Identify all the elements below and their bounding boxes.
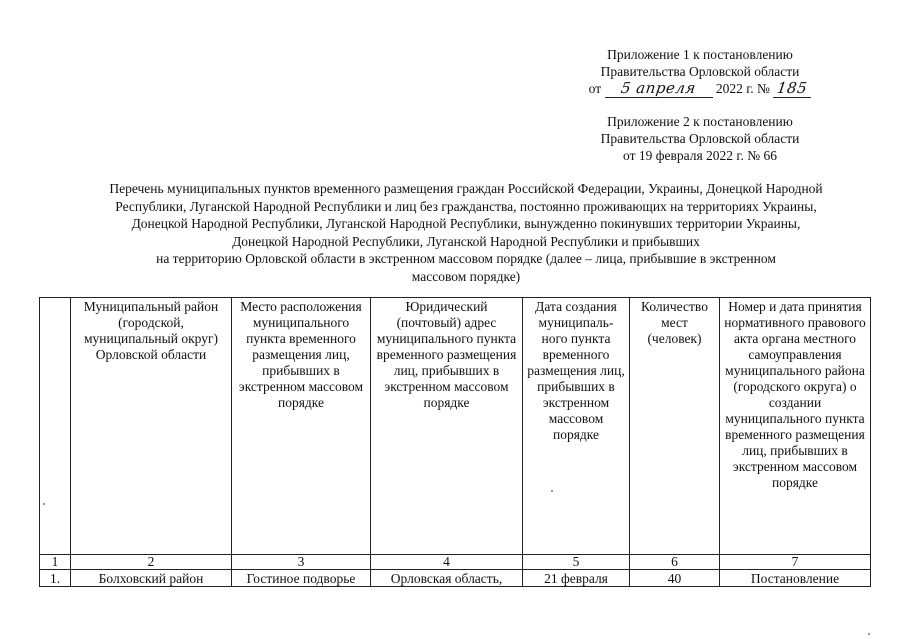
scan-speck: [43, 503, 45, 505]
appendix-2-line-2: Правительства Орловской области: [600, 131, 800, 146]
title-line: на территорию Орловской области в экстренном массовом порядке (далее – лица, прибывшие в экстренном: [156, 251, 776, 266]
appendix-1-from: от: [588, 81, 602, 96]
title-line: Донецкой Народной Республики, Луганской Народной Республики, вынужденно покинувших территории Украины,: [131, 216, 801, 231]
header-cell-capacity: Количество мест (человек): [630, 298, 720, 555]
appendix-1-handwritten-date: 5 апреля: [619, 79, 698, 97]
title-line: Республики, Луганской Народной Республики и лиц без гражданства, постоянно проживающих на территориях Украины,: [115, 198, 817, 214]
row-district: Болховский район: [71, 570, 232, 587]
table-row: [40, 570, 871, 587]
scan-speck: [551, 490, 553, 492]
appendix-1-date-line: [560, 80, 840, 98]
table-header-row: [40, 298, 871, 555]
row-location: Гостиное подворье: [232, 570, 371, 587]
appendix-1-handwritten-number: 185: [776, 79, 809, 97]
header-cell-address: Юридический (почтовый) адрес муниципального пункта временного размещения лиц, прибывших в экстренном массовом порядке: [371, 298, 523, 555]
appendix-2-line-1: Приложение 2 к постановлению: [607, 114, 793, 129]
title-line: Донецкой Народной Республики, Луганской Народной Республики и прибывших: [232, 233, 700, 249]
header-cell-district: Муниципальный район (городской, муниципальный округ) Орловской области: [71, 298, 232, 555]
column-number: 7: [720, 555, 871, 570]
title-line: Перечень муниципальных пунктов временного размещения граждан Российской Федерации, Украины, Донецкой Народной: [109, 181, 823, 196]
column-number: 3: [232, 555, 371, 570]
appendix-1-line-1: Приложение 1 к постановлению: [607, 47, 793, 62]
appendix-1-block: [560, 46, 840, 98]
appendix-1-date-field: [605, 80, 713, 98]
title-line: массовом порядке): [411, 268, 521, 284]
header-cell-date: Дата создания муниципаль-ного пункта временного размещения лиц, прибывших в экстренном массовом порядке: [523, 298, 630, 555]
column-number: 6: [630, 555, 720, 570]
row-capacity: 40: [630, 570, 720, 587]
shelters-table: [39, 297, 871, 587]
appendix-2-line-3: от 19 февраля 2022 г. № 66: [623, 148, 777, 163]
row-date: 21 февраля: [523, 570, 630, 587]
header-cell-act: Номер и дата принятия нормативного правового акта органа местного самоуправления муниципального района (городского округа) о создании муниципального пункта временного размещения лиц, прибывших в экстренном массовом порядке: [720, 298, 871, 555]
column-number: 5: [523, 555, 630, 570]
scan-speck: [868, 633, 870, 635]
row-index: 1.: [40, 570, 71, 587]
appendix-1-line-2: Правительства Орловской области: [600, 64, 800, 79]
header-cell-index: [40, 298, 71, 555]
document-title: [60, 180, 872, 285]
header-cell-location: Место расположения муниципального пункта временного размещения лиц, прибывших в экстренном массовом порядке: [232, 298, 371, 555]
appendix-1-number-field: [773, 80, 811, 98]
column-number: 2: [71, 555, 232, 570]
column-number: 1: [40, 555, 71, 570]
table-column-numbers-row: [40, 555, 871, 570]
appendix-2-block: [560, 113, 840, 164]
row-act: Постановление: [720, 570, 871, 587]
row-address: Орловская область,: [371, 570, 523, 587]
appendix-1-year: 2022 г. №: [715, 81, 770, 96]
column-number: 4: [371, 555, 523, 570]
